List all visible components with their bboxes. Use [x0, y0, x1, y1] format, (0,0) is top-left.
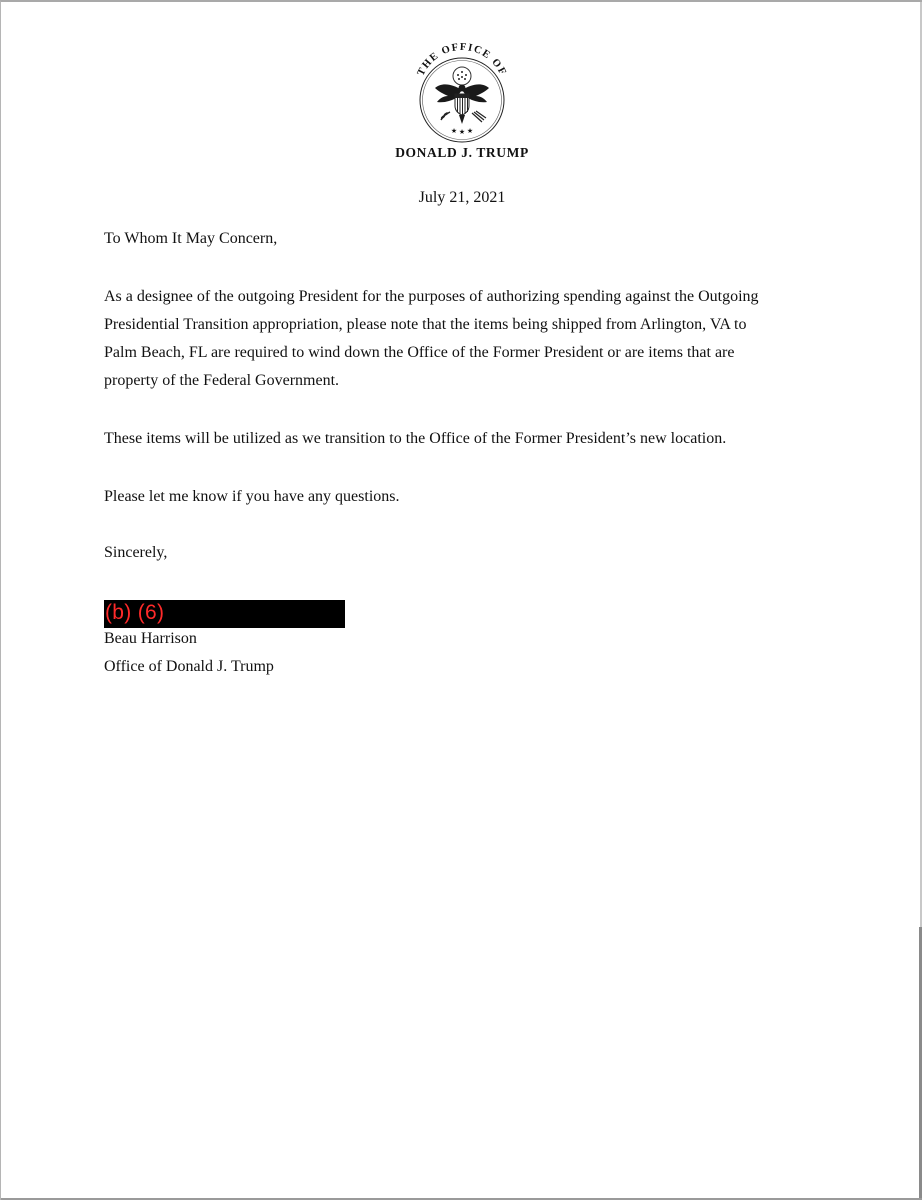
redaction-box	[104, 600, 345, 628]
paragraph-1-line: As a designee of the outgoing President for the purposes of authorizing spending against the Outgoing	[104, 288, 759, 305]
svg-text:★: ★	[450, 127, 458, 135]
letter-date: July 21, 2021	[418, 189, 506, 206]
office-name: DONALD J. TRUMP	[395, 145, 529, 160]
eagle-seal-icon	[406, 32, 518, 144]
salutation: To Whom It May Concern,	[104, 230, 278, 247]
closing: Sincerely,	[104, 544, 168, 561]
seal-arc-text: THE OFFICE OF	[415, 41, 509, 78]
paragraph-1-line: Presidential Transition appropriation, please note that the items being shipped from Arlington, VA to	[104, 316, 747, 333]
signer-name: Beau Harrison	[104, 630, 197, 647]
paragraph-2: These items will be utilized as we transition to the Office of the Former President’s new location.	[104, 430, 727, 447]
svg-text:★: ★	[466, 127, 474, 135]
signer-office: Office of Donald J. Trump	[104, 658, 274, 675]
redaction-code: (b) (6)	[105, 601, 165, 624]
svg-text:★: ★	[458, 128, 466, 136]
paragraph-1-line: property of the Federal Government.	[104, 372, 340, 389]
paragraph-1-line: Palm Beach, FL are required to wind down the Office of the Former President or are items that are	[104, 344, 735, 361]
paragraph-1	[104, 283, 759, 395]
paragraph-3: Please let me know if you have any questions.	[104, 488, 400, 505]
